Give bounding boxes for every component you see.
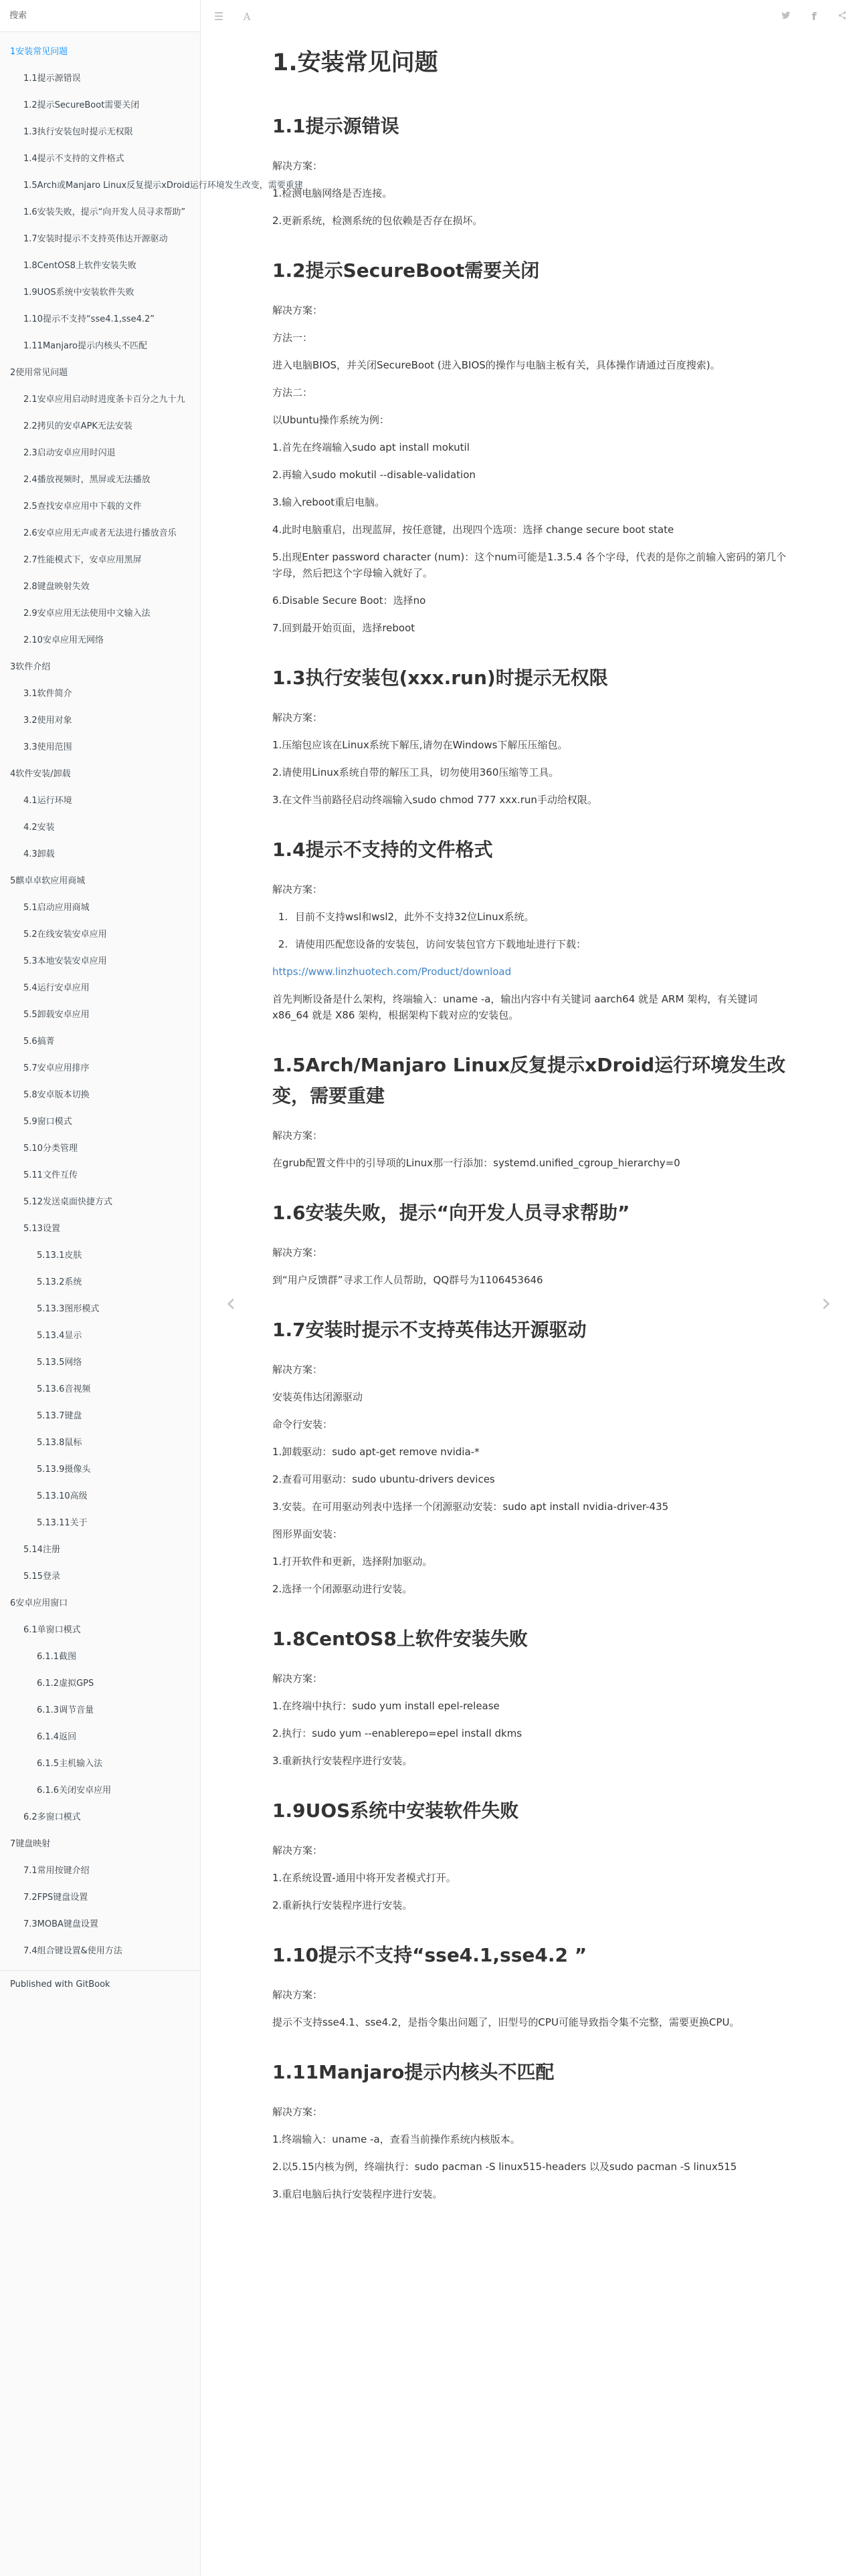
toc-item[interactable]: 5.3本地安装安卓应用 bbox=[23, 956, 107, 966]
paragraph: 4.此时电脑重启，出现蓝屏，按任意键，出现四个选项：选择 change secure boot state bbox=[272, 524, 674, 536]
paragraph: 2.执行：sudo yum --enablerepo=epel install dkms bbox=[272, 1727, 522, 1739]
toc-item[interactable]: 6.2多窗口模式 bbox=[23, 1812, 81, 1822]
paragraph: 图形界面安装： bbox=[272, 1528, 343, 1540]
paragraph: 解决方案： bbox=[272, 883, 323, 895]
toc-item[interactable]: 2.2拷贝的安卓APK无法安装 bbox=[23, 421, 132, 431]
section-body-1-7 bbox=[272, 1362, 794, 1597]
toc-item[interactable]: 4.2安装 bbox=[23, 823, 55, 833]
paragraph: 1.压缩包应该在Linux系统下解压,请勿在Windows下解压压缩包。 bbox=[272, 739, 568, 751]
toc-item[interactable]: 6.1.3调节音量 bbox=[37, 1705, 94, 1715]
toc-item[interactable]: 7键盘映射 bbox=[10, 1839, 51, 1849]
section-heading-1-7: 1.7安装时提示不支持英伟达开源驱动 bbox=[272, 1319, 587, 1341]
toc-item[interactable]: 2.3启动安卓应用时闪退 bbox=[23, 448, 116, 458]
toc-item[interactable]: 1.4提示不支持的文件格式 bbox=[23, 154, 124, 164]
paragraph: 解决方案： bbox=[272, 304, 323, 316]
paragraph: 解决方案： bbox=[272, 1844, 323, 1856]
toc-item[interactable]: 7.2FPS键盘设置 bbox=[23, 1893, 88, 1903]
paragraph: 3.重新执行安装程序进行安装。 bbox=[272, 1755, 413, 1767]
paragraph: 进入电脑BIOS，并关闭SecureBoot (进入BIOS的操作与电脑主板有关，具体操作请通过百度搜索)。 bbox=[272, 359, 721, 371]
paragraph: 2.查看可用驱动：sudo ubuntu-drivers devices bbox=[272, 1473, 495, 1485]
paragraph: 1.在系统设置-通用中将开发者模式打开。 bbox=[272, 1872, 456, 1884]
toc-item[interactable]: 3.3使用范围 bbox=[23, 742, 72, 752]
toc-item[interactable]: 5.13.7键盘 bbox=[37, 1411, 82, 1421]
paragraph: 方法一： bbox=[272, 332, 313, 344]
toc-item[interactable]: 2.5查找安卓应用中下载的文件 bbox=[23, 502, 142, 512]
toc-item[interactable]: 6.1.4返回 bbox=[37, 1732, 77, 1742]
section-heading-1-11: 1.11Manjaro提示内核头不匹配 bbox=[272, 2061, 555, 2083]
toc-item[interactable]: 5.13.2系统 bbox=[37, 1277, 82, 1287]
toc-item[interactable]: 5.4运行安卓应用 bbox=[23, 983, 90, 993]
paragraph: 2.请使用Linux系统自带的解压工具，切勿使用360压缩等工具。 bbox=[272, 766, 559, 778]
toc-item[interactable]: 2.6安卓应用无声或者无法进行播放音乐 bbox=[23, 528, 177, 538]
toc-item[interactable]: 5.13设置 bbox=[23, 1224, 60, 1234]
previous-page-arrow-icon[interactable]: ‹ bbox=[225, 1288, 236, 1317]
toc-item[interactable]: 3.2使用对象 bbox=[23, 716, 72, 726]
paragraph: 解决方案： bbox=[272, 712, 323, 724]
section-body-1-9 bbox=[272, 1842, 794, 1913]
section-heading-1-2: 1.2提示SecureBoot需要关闭 bbox=[272, 259, 540, 282]
paragraph: 1.检测电脑网络是否连接。 bbox=[272, 187, 393, 199]
toc-item[interactable]: 7.4组合键设置&使用方法 bbox=[23, 1946, 122, 1956]
ordered-list bbox=[291, 909, 794, 952]
paragraph: 1.打开软件和更新，选择附加驱动。 bbox=[272, 1555, 433, 1568]
section-heading-1-9: 1.9UOS系统中安装软件失败 bbox=[272, 1800, 519, 1822]
paragraph: 解决方案： bbox=[272, 1989, 323, 2001]
section-heading-1-6: 1.6安装失败，提示“向开发人员寻求帮助” bbox=[272, 1202, 630, 1224]
paragraph: 2.以5.15内核为例，终端执行：sudo pacman -S linux515-headers 以及sudo pacman -S linux515 bbox=[272, 2161, 737, 2173]
paragraph: 解决方案： bbox=[272, 160, 323, 172]
paragraph: 到“用户反馈群”寻求工作人员帮助，QQ群号为1106453646 bbox=[272, 1274, 543, 1286]
paragraph: 1.终端输入：uname -a，查看当前操作系统内核版本。 bbox=[272, 2133, 520, 2145]
paragraph: 在grub配置文件中的引导项的Linux那一行添加：systemd.unified_cgroup_hierarchy=0 bbox=[272, 1157, 680, 1169]
paragraph: 1.在终端中执行：sudo yum install epel-release bbox=[272, 1700, 500, 1712]
toc-item[interactable]: 2.10安卓应用无网络 bbox=[23, 635, 104, 645]
section-body-1-2 bbox=[272, 302, 794, 636]
published-with-gitbook-link[interactable]: Published with GitBook bbox=[10, 1979, 110, 1990]
toc-item[interactable]: 1.6安装失败，提示“向开发人员寻求帮助” bbox=[23, 207, 186, 217]
toc-item[interactable]: 1.7安装时提示不支持英伟达开源驱动 bbox=[23, 234, 168, 244]
toc-item[interactable]: 4.3卸载 bbox=[23, 849, 55, 859]
paragraph: 首先判断设备是什么架构，终端输入：uname -a，输出内容中有关键词 aarch64 就是 ARM 架构，有关键词 x86_64 就是 X86 架构，根据架构下载对应的安装包。 bbox=[272, 993, 758, 1021]
toc-item[interactable]: 7.3MOBA键盘设置 bbox=[23, 1919, 98, 1929]
twitter-icon[interactable] bbox=[779, 9, 793, 24]
section-heading-1-4: 1.4提示不支持的文件格式 bbox=[272, 839, 493, 861]
paragraph: 解决方案： bbox=[272, 2106, 323, 2118]
toc-item[interactable]: 5.11文件互传 bbox=[23, 1170, 78, 1180]
menu-icon[interactable]: ☰ bbox=[213, 10, 224, 23]
article-content bbox=[272, 41, 794, 2214]
toc-item[interactable]: 1安装常见问题 bbox=[10, 47, 68, 57]
toc-item[interactable]: 2.7性能模式下，安卓应用黑屏 bbox=[23, 555, 142, 565]
download-link[interactable]: https://www.linzhuotech.com/Product/download bbox=[272, 966, 512, 978]
toc-item[interactable]: 6.1.2虚拟GPS bbox=[37, 1679, 94, 1689]
next-page-arrow-icon[interactable]: › bbox=[821, 1288, 832, 1317]
section-body-1-8 bbox=[272, 1671, 794, 1769]
toc-item[interactable]: 4软件安装/卸载 bbox=[10, 769, 71, 779]
toc-item[interactable]: 1.9UOS系统中安装软件失败 bbox=[23, 288, 134, 298]
section-body-1-5 bbox=[272, 1128, 794, 1171]
toc-item[interactable]: 1.3执行安装包时提示无权限 bbox=[23, 127, 133, 137]
list-item: 1. 目前不支持wsl和wsl2，此外不支持32位Linux系统。 bbox=[291, 909, 794, 925]
toc-item[interactable]: 5麒卓卓软应用商城 bbox=[10, 876, 86, 886]
toc-item[interactable]: 6.1.6关闭安卓应用 bbox=[37, 1786, 112, 1796]
toc-item[interactable]: 5.15登录 bbox=[23, 1572, 60, 1582]
paragraph: 安装英伟达闭源驱动 bbox=[272, 1391, 363, 1403]
toc-item[interactable]: 2.1安卓应用启动时进度条卡百分之九十九 bbox=[23, 395, 185, 405]
paragraph bbox=[272, 964, 794, 980]
section-heading-1-8: 1.8CentOS8上软件安装失败 bbox=[272, 1628, 528, 1650]
toc-item[interactable]: 1.11Manjaro提示内核头不匹配 bbox=[23, 341, 147, 351]
section-body-1-10 bbox=[272, 1987, 794, 2030]
paragraph: 2.重新执行安装程序进行安装。 bbox=[272, 1899, 413, 1911]
toc-item[interactable]: 5.14注册 bbox=[23, 1545, 60, 1555]
toc-item[interactable]: 5.13.5网络 bbox=[37, 1358, 82, 1368]
toc-item[interactable]: 5.6搞菁 bbox=[23, 1037, 55, 1047]
paragraph: 解决方案： bbox=[272, 1364, 323, 1376]
paragraph: 提示不支持sse4.1、sse4.2，是指令集出问题了，旧型号的CPU可能导致指令集不完整，需要更换CPU。 bbox=[272, 2016, 740, 2028]
facebook-icon[interactable]: f bbox=[812, 10, 817, 23]
toc-item[interactable]: 5.13.4显示 bbox=[37, 1331, 82, 1341]
paragraph: 3.安装。在可用驱动列表中选择一个闭源驱动安装：sudo apt install nvidia-driver-435 bbox=[272, 1501, 669, 1513]
toc-item[interactable]: 6.1单窗口模式 bbox=[23, 1625, 81, 1635]
paragraph: 以Ubuntu操作系统为例： bbox=[272, 414, 389, 426]
search-box bbox=[0, 0, 200, 32]
toc-item[interactable]: 2.9安卓应用无法使用中文输入法 bbox=[23, 609, 151, 619]
toc-item[interactable]: 1.5Arch或Manjaro Linux反复提示xDroid运行环境发生改变，需要重建 bbox=[23, 181, 303, 191]
toc-item[interactable]: 5.10分类管理 bbox=[23, 1144, 78, 1154]
section-heading-1-1: 1.1提示源错误 bbox=[272, 115, 399, 137]
paragraph: 命令行安装： bbox=[272, 1418, 333, 1430]
paragraph: 3.在文件当前路径启动终端输入sudo chmod 777 xxx.run手动给权限。 bbox=[272, 794, 597, 806]
toc-item[interactable]: 2使用常见问题 bbox=[10, 368, 68, 378]
book-header bbox=[201, 0, 859, 33]
toc-item[interactable]: 1.1提示源错误 bbox=[23, 74, 81, 84]
paragraph: 6.Disable Secure Boot：选择no bbox=[272, 595, 426, 607]
section-heading-1-3: 1.3执行安装包(xxx.run)时提示无权限 bbox=[272, 667, 608, 689]
share-icon[interactable] bbox=[835, 9, 850, 24]
paragraph: 7.回到最开始页面，选择reboot bbox=[272, 622, 415, 634]
toc-item[interactable]: 2.8键盘映射失效 bbox=[23, 582, 90, 592]
section-heading-1-10: 1.10提示不支持“sse4.1,sse4.2 ” bbox=[272, 1944, 587, 1966]
toc-item[interactable]: 1.10提示不支持“sse4.1,sse4.2” bbox=[23, 314, 155, 324]
toc-item[interactable]: 5.13.6音视频 bbox=[37, 1384, 91, 1394]
toc-item[interactable]: 3软件介绍 bbox=[10, 662, 51, 672]
toc-item[interactable]: 5.13.9摄像头 bbox=[37, 1465, 91, 1475]
toc-item[interactable]: 2.4播放视频时，黑屏或无法播放 bbox=[23, 475, 151, 485]
paragraph: 解决方案： bbox=[272, 1673, 323, 1685]
paragraph: 3.输入reboot重启电脑。 bbox=[272, 496, 385, 508]
toc-item[interactable]: 5.12发送桌面快捷方式 bbox=[23, 1197, 112, 1207]
toc-item[interactable]: 6安卓应用窗口 bbox=[10, 1598, 68, 1608]
toc-item[interactable]: 1.8CentOS8上软件安装失败 bbox=[23, 261, 136, 271]
page-title: 1.安装常见问题 bbox=[272, 49, 438, 76]
paragraph: 2.选择一个闭源驱动进行安装。 bbox=[272, 1583, 413, 1595]
toc-item[interactable]: 5.1启动应用商城 bbox=[23, 903, 90, 913]
toc-item[interactable]: 5.13.10高级 bbox=[37, 1491, 88, 1501]
list-item: 2. 请使用匹配您设备的安装包，访问安装包官方下载地址进行下载： bbox=[291, 936, 794, 952]
toc-item[interactable]: 5.13.3图形模式 bbox=[37, 1304, 100, 1314]
toc-item[interactable]: 5.13.1皮肤 bbox=[37, 1251, 82, 1261]
toc-item[interactable]: 5.13.11关于 bbox=[37, 1518, 88, 1528]
toc-item[interactable]: 6.1.1截图 bbox=[37, 1652, 77, 1662]
section-body-1-3 bbox=[272, 710, 794, 808]
toc-item[interactable]: 5.9窗口模式 bbox=[23, 1117, 72, 1127]
paragraph: 3.重启电脑后执行安装程序进行安装。 bbox=[272, 2188, 443, 2200]
section-heading-1-5: 1.5Arch/Manjaro Linux反复提示xDroid运行环境发生改变，需要重建 bbox=[272, 1054, 786, 1107]
toc-item[interactable]: 5.13.8鼠标 bbox=[37, 1438, 82, 1448]
toc-item[interactable]: 1.2提示SecureBoot需要关闭 bbox=[23, 100, 140, 110]
paragraph: 1.卸载驱动：sudo apt-get remove nvidia-* bbox=[272, 1446, 480, 1458]
paragraph: 方法二： bbox=[272, 387, 313, 399]
toc-item[interactable]: 5.2在线安装安卓应用 bbox=[23, 930, 107, 940]
section-body-1-1 bbox=[272, 158, 794, 229]
section-body-1-6 bbox=[272, 1245, 794, 1288]
paragraph: 解决方案： bbox=[272, 1130, 323, 1142]
toc-item[interactable]: 5.5卸载安卓应用 bbox=[23, 1010, 90, 1020]
section-body-1-11 bbox=[272, 2104, 794, 2202]
toc-item[interactable]: 7.1常用按键介绍 bbox=[23, 1866, 90, 1876]
toc-item[interactable]: 4.1运行环境 bbox=[23, 796, 72, 806]
paragraph: 1.首先在终端输入sudo apt install mokutil bbox=[272, 441, 470, 453]
search-input[interactable] bbox=[9, 11, 191, 21]
toc-item[interactable]: 3.1软件简介 bbox=[23, 689, 72, 699]
toc-item[interactable]: 6.1.5主机输入法 bbox=[37, 1759, 103, 1769]
font-settings-icon[interactable]: A bbox=[243, 11, 251, 23]
paragraph: 2.再输入sudo mokutil --disable-validation bbox=[272, 469, 476, 481]
paragraph: 解决方案： bbox=[272, 1247, 323, 1259]
paragraph: 5.出现Enter password character (num)：这个num可能是1.3.5.4 各个字母，代表的是你之前输入密码的第几个字母，然后把这个字母输入就好了。 bbox=[272, 551, 787, 579]
paragraph: 2.更新系统，检测系统的包依赖是否存在损坏。 bbox=[272, 215, 483, 227]
toc-item[interactable]: 5.7安卓应用排序 bbox=[23, 1063, 90, 1073]
toc-item[interactable]: 5.8安卓版本切换 bbox=[23, 1090, 90, 1100]
